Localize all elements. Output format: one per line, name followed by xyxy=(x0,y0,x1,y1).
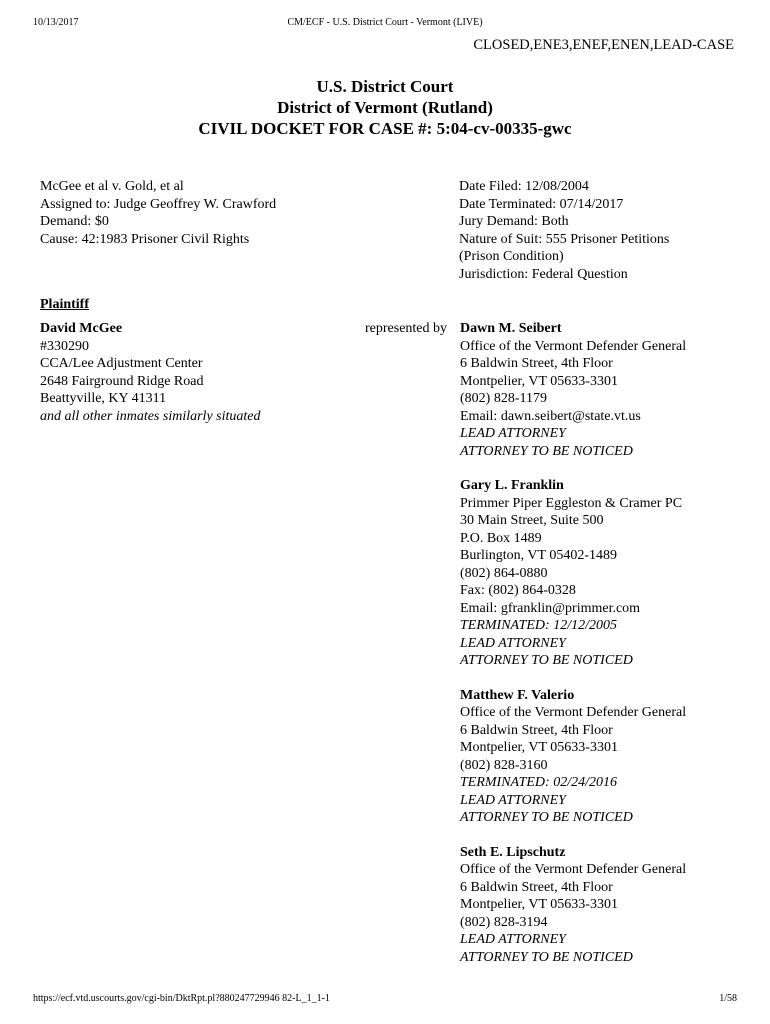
attorney-entry xyxy=(460,687,760,827)
attorney-street: 6 Baldwin Street, 4th Floor xyxy=(460,722,613,738)
jurisdiction: Jurisdiction: Federal Question xyxy=(459,266,628,282)
attorney-email: Email: gfranklin@primmer.com xyxy=(460,600,641,616)
attorney-street: 6 Baldwin Street, 4th Floor xyxy=(460,879,613,895)
attorney-designation: LEAD ATTORNEY xyxy=(460,932,566,947)
case-flags: CLOSED,ENE3,ENEF,ENEN,LEAD-CASE xyxy=(473,37,734,53)
attorney-city: Burlington, VT 05402-1489 xyxy=(460,548,617,563)
date-filed: Date Filed: 12/08/2004 xyxy=(459,179,589,194)
case-info-left xyxy=(40,178,276,248)
attorney-list xyxy=(460,320,760,983)
attorney-entry xyxy=(460,477,760,670)
attorney-notice: ATTORNEY TO BE NOTICED xyxy=(460,810,633,825)
attorney-phone: (802) 828-1179 xyxy=(460,391,547,406)
attorney-name: Gary L. Franklin xyxy=(460,478,564,493)
represented-by-label: represented by xyxy=(365,321,448,336)
attorney-phone: (802) 864-0880 xyxy=(460,565,548,581)
date-terminated: Date Terminated: 07/14/2017 xyxy=(459,196,624,212)
attorney-firm: Primmer Piper Eggleston & Cramer PC xyxy=(460,495,683,511)
attorney-designation: LEAD ATTORNEY xyxy=(460,426,566,441)
attorney-po-box: P.O. Box 1489 xyxy=(460,530,542,546)
attorney-notice: ATTORNEY TO BE NOTICED xyxy=(460,949,633,965)
attorney-city: Montpelier, VT 05633-3301 xyxy=(460,897,618,912)
attorney-street: 30 Main Street, Suite 500 xyxy=(460,513,604,528)
attorney-phone: (802) 828-3160 xyxy=(460,757,548,773)
jury-demand: Jury Demand: Both xyxy=(459,214,569,229)
plaintiff-name: David McGee xyxy=(40,321,123,336)
plaintiff-block xyxy=(40,320,261,425)
plaintiff-facility: CCA/Lee Adjustment Center xyxy=(40,356,203,371)
attorney-designation: LEAD ATTORNEY xyxy=(460,635,566,651)
attorney-notice: ATTORNEY TO BE NOTICED xyxy=(460,443,633,459)
attorney-name: Dawn M. Seibert xyxy=(460,321,562,336)
court-district: District of Vermont (Rutland) xyxy=(277,98,493,117)
attorney-phone: (802) 828-3194 xyxy=(460,914,548,930)
attorney-name: Seth E. Lipschutz xyxy=(460,844,566,860)
cause: Cause: 42:1983 Prisoner Civil Rights xyxy=(40,231,250,247)
docket-title: CIVIL DOCKET FOR CASE #: 5:04-cv-00335-gwc xyxy=(198,119,572,138)
party-role-heading: Plaintiff xyxy=(40,297,89,312)
attorney-firm: Office of the Vermont Defender General xyxy=(460,338,687,354)
court-name: U.S. District Court xyxy=(316,77,454,96)
attorney-entry xyxy=(460,844,760,967)
plaintiff-note: and all other inmates similarly situated xyxy=(40,408,261,424)
plaintiff-inmate-number: #330290 xyxy=(40,338,89,354)
nature-of-suit: Nature of Suit: 555 Prisoner Petitions xyxy=(459,231,670,247)
attorney-street: 6 Baldwin Street, 4th Floor xyxy=(460,356,613,371)
attorney-firm: Office of the Vermont Defender General xyxy=(460,705,687,720)
attorney-fax: Fax: (802) 864-0328 xyxy=(460,583,576,598)
attorney-designation: LEAD ATTORNEY xyxy=(460,792,566,808)
demand: Demand: $0 xyxy=(40,214,109,229)
case-info-right xyxy=(459,178,669,283)
assigned-judge: Assigned to: Judge Geoffrey W. Crawford xyxy=(40,196,277,212)
attorney-terminated: TERMINATED: 02/24/2016 xyxy=(460,775,617,790)
footer-url: https://ecf.vtd.uscourts.gov/cgi-bin/DktRpt.pl?880247729946 82-L_1_1-1 xyxy=(33,993,330,1004)
attorney-city: Montpelier, VT 05633-3301 xyxy=(460,373,618,389)
attorney-firm: Office of the Vermont Defender General xyxy=(460,862,687,877)
nature-of-suit-detail: (Prison Condition) xyxy=(459,249,564,264)
plaintiff-city: Beattyville, KY 41311 xyxy=(40,391,167,406)
print-header-title: CM/ECF - U.S. District Court - Vermont (LIVE) xyxy=(287,17,483,28)
print-date: 10/13/2017 xyxy=(33,17,79,28)
attorney-entry xyxy=(460,320,760,460)
attorney-email: Email: dawn.seibert@state.vt.us xyxy=(460,408,641,424)
case-caption: McGee et al v. Gold, et al xyxy=(40,179,184,194)
attorney-name: Matthew F. Valerio xyxy=(460,687,575,703)
attorney-notice: ATTORNEY TO BE NOTICED xyxy=(460,653,633,668)
attorney-city: Montpelier, VT 05633-3301 xyxy=(460,740,618,755)
attorney-terminated: TERMINATED: 12/12/2005 xyxy=(460,618,617,633)
page-number: 1/58 xyxy=(719,993,737,1004)
plaintiff-street: 2648 Fairground Ridge Road xyxy=(40,373,204,389)
